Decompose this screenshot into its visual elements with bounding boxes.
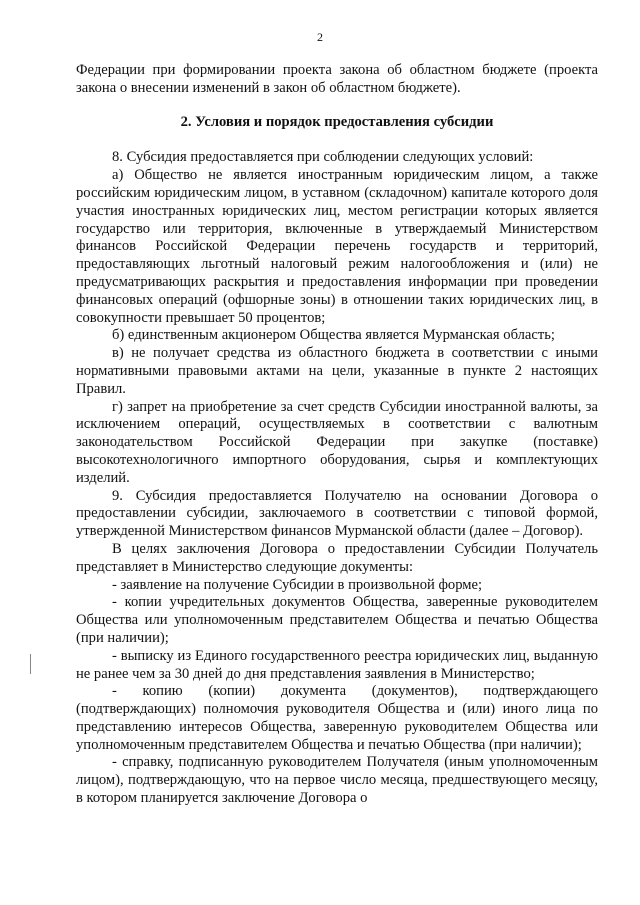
document-item-3: - выписку из Единого государственного реестра юридических лиц, выданную не ранее чем за 30 дней до дня представления заявления в Министерство; bbox=[76, 647, 598, 682]
clause-8-v: в) не получает средства из областного бюджета в соответствии с иными нормативными правовыми актами на цели, указанные в пункте 2 настоящих Правил. bbox=[76, 345, 598, 397]
paragraph-continuation: Федерации при формировании проекта закона об областном бюджете (проекта закона о внесении изменений в закон об областном бюджете). bbox=[76, 62, 598, 96]
clause-8: 8. Субсидия предоставляется при соблюдении следующих условий: bbox=[112, 149, 534, 166]
clause-8-g: г) запрет на приобретение за счет средств Субсидии иностранной валюты, за исключением операций, осуществляемых в соответствии с валютным законодательством Российской Федерации при закупке (поставке) высокотехнологичного импортного оборудования, сырья и комплектующих изделий. bbox=[76, 398, 598, 486]
clause-8-b: б) единственным акционером Общества является Мурманская область; bbox=[112, 327, 555, 344]
clause-9-intro: В целях заключения Договора о предоставлении Субсидии Получатель представляет в Министерство следующие документы: bbox=[76, 540, 598, 575]
section-heading: 2. Условия и порядок предоставления субсидии bbox=[180, 113, 494, 130]
clause-9: 9. Субсидия предоставляется Получателю на основании Договора о предоставлении субсидии, заключаемого в соответствии с типовой формой, утвержденной Министерством финансов Мурманской области (далее – Договор). bbox=[76, 487, 598, 540]
document-item-5: - справку, подписанную руководителем Получателя (иным уполномоченным лицом), подтверждающую, что на первое число месяца, предшествующего месяцу, в котором планируется заключение Договора о bbox=[76, 754, 598, 807]
margin-mark bbox=[30, 654, 31, 674]
document-item-4: - копию (копии) документа (документов), подтверждающего (подтверждающих) полномочия руководителя Общества и (или) иного лица по представлению интересов Общества, заверенную руководителем Общества или уполномоченным представителем Общества и печатью Общества (при наличии); bbox=[76, 683, 598, 753]
document-body bbox=[76, 62, 598, 808]
clause-8-a: а) Общество не является иностранным юридическим лицом, а также российским юридическим лицом, в уставном (складочном) капитале которого доля участия иностранных юридических лиц, местом регистрации которых является государство или территория, включенные в утверждаемый Министерством финансов Российской Федерации перечень государств и территорий, предоставляющих льготный налоговый режим налогообложения и (или) не предусматривающих раскрытия и предоставления информации при проведении финансовых операций (офшорные зоны) в отношении таких юридических лиц, в совокупности превышает 50 процентов; bbox=[76, 167, 598, 326]
document-item-1: - заявление на получение Субсидии в произвольной форме; bbox=[112, 576, 483, 593]
document-item-2: - копии учредительных документов Общества, заверенные руководителем Общества или уполномоченным представителем Общества и печатью Общества (при наличии); bbox=[76, 594, 598, 646]
page-number: 2 bbox=[317, 30, 323, 44]
